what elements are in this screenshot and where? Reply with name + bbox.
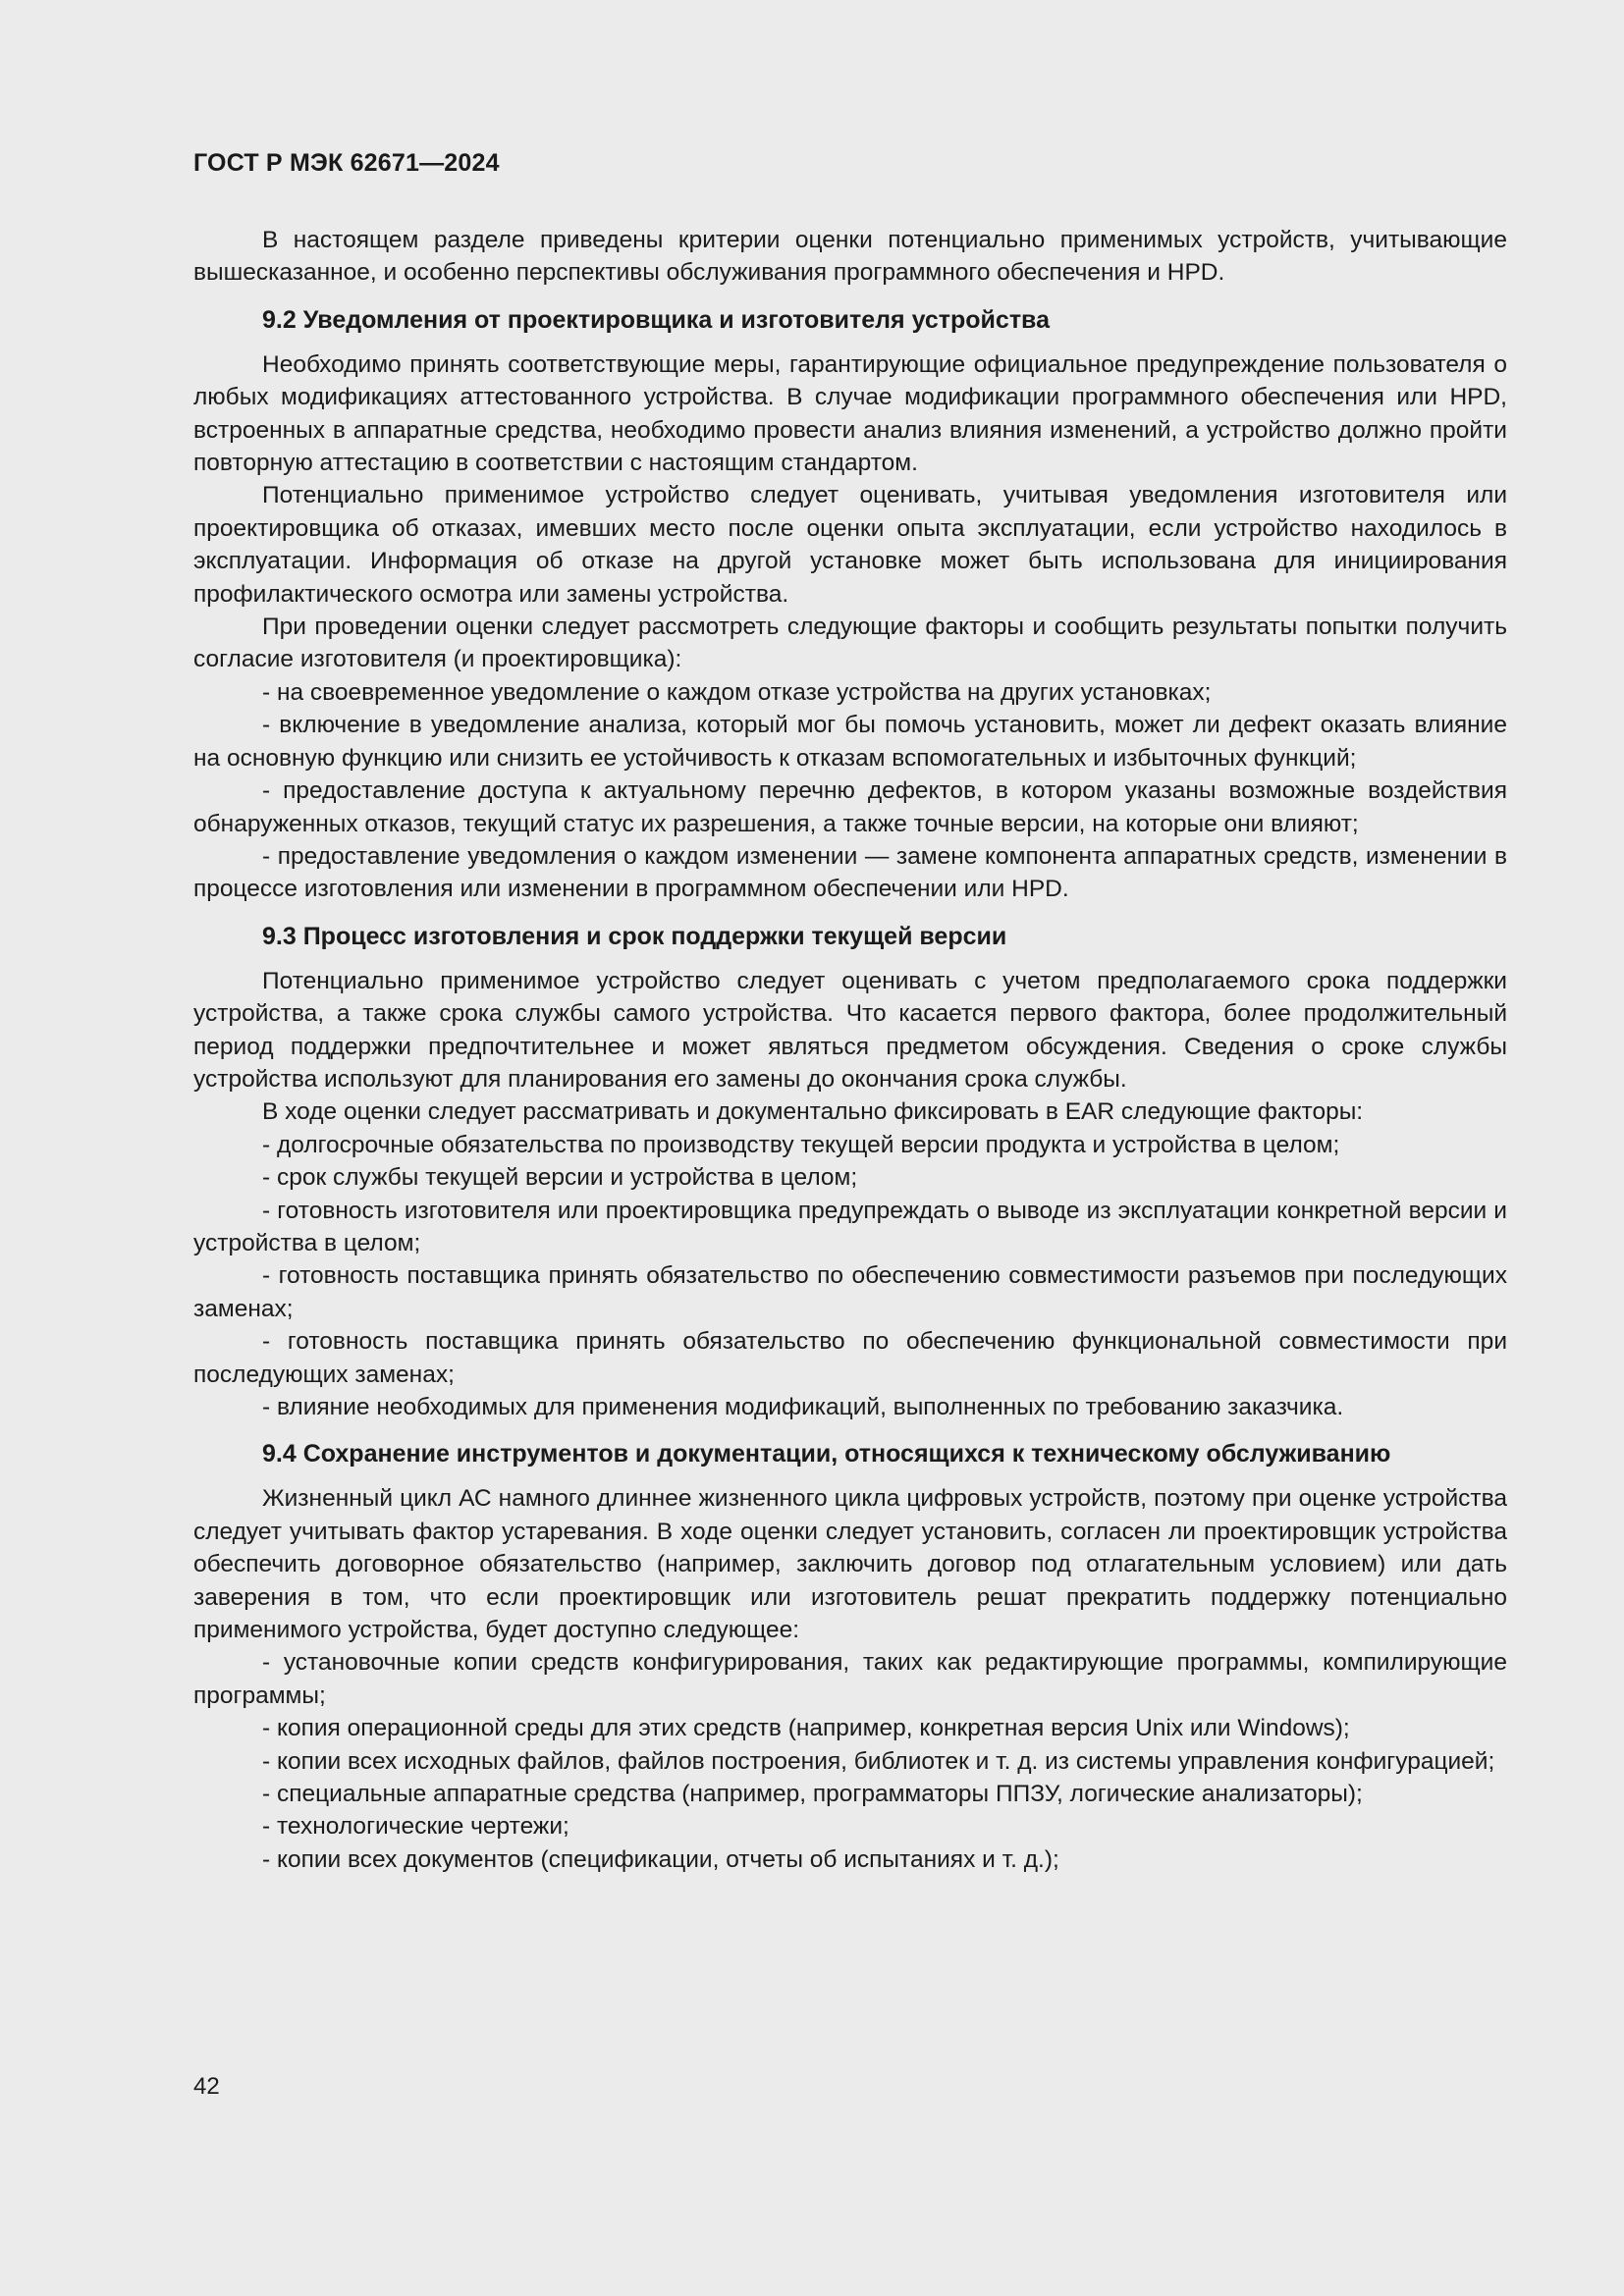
list-item: - копии всех документов (спецификации, отчеты об испытаниях и т. д.);	[262, 1845, 1059, 1873]
list-item: - готовность поставщика принять обязательство по обеспечению совместимости разъемов при последующих заменах;	[193, 1262, 1507, 1322]
section-9-4-heading: 9.4 Сохранение инструментов и документации, относящихся к техническому обслуживанию	[262, 1440, 1391, 1468]
document-header: ГОСТ Р МЭК 62671—2024	[193, 149, 500, 177]
paragraph: Необходимо принять соответствующие меры, гарантирующие официальное предупреждение пользователя о любых модификациях аттестованного устройства. В случае модификации программного обеспечения или HPD, встроенных в аппаратные средства, необходимо провести анализ влияния изменений, а устройство должно пройти повторную аттестацию в соответствии с настоящим стандартом.	[193, 350, 1507, 477]
section-9-3-heading: 9.3 Процесс изготовления и срок поддержки текущей версии	[262, 922, 1007, 950]
paragraph: При проведении оценки следует рассмотреть следующие факторы и сообщить результаты попытки получить согласие изготовителя (и проектировщика):	[193, 614, 1507, 673]
intro-paragraph: В настоящем разделе приведены критерии оценки потенциально применимых устройств, учитывающие вышесказанное, и особенно перспективы обслуживания программного обеспечения и HPD.	[193, 227, 1507, 287]
list-item: - готовность изготовителя или проектировщика предупреждать о выводе из эксплуатации конкретной версии и устройства в целом;	[193, 1197, 1507, 1256]
page-number: 42	[193, 2073, 220, 2100]
document-body	[193, 224, 1507, 1876]
list-item: - копия операционной среды для этих средств (например, конкретная версия Unix или Windows);	[262, 1715, 1350, 1742]
list-item: - технологические чертежи;	[262, 1813, 569, 1841]
paragraph: Жизненный цикл АС намного длиннее жизненного цикла цифровых устройств, поэтому при оценке устройства следует учитывать фактор устаревания. В ходе оценки следует установить, согласен ли проектировщик устройства обеспечить договорное обязательство (например, заключить договор под отлагательным условием) или дать заверения в том, что если проектировщик или изготовитель решат прекратить поддержку потенциально применимого устройства, будет доступно следующее:	[193, 1485, 1507, 1644]
list-item: - установочные копии средств конфигурирования, таких как редактирующие программы, компилирующие программы;	[193, 1649, 1507, 1709]
list-item: - специальные аппаратные средства (например, программаторы ППЗУ, логические анализаторы);	[262, 1781, 1363, 1808]
section-9-2-heading: 9.2 Уведомления от проектировщика и изготовителя устройства	[262, 305, 1051, 334]
list-item: - на своевременное уведомление о каждом отказе устройства на других установках;	[262, 678, 1212, 706]
paragraph: Потенциально применимое устройство следует оценивать с учетом предполагаемого срока поддержки устройства, а также срока службы самого устройства. Что касается первого фактора, более продолжительный период поддержки предпочтительнее и может являться предметом обсуждения. Сведения о сроке службы устройства используют для планирования его замены до окончания срока службы.	[193, 967, 1507, 1093]
list-item: - готовность поставщика принять обязательство по обеспечению функциональной совместимости при последующих заменах;	[193, 1328, 1507, 1388]
list-item: - влияние необходимых для применения модификаций, выполненных по требованию заказчика.	[262, 1394, 1344, 1420]
paragraph: В ходе оценки следует рассматривать и документально фиксировать в EAR следующие факторы:	[262, 1098, 1364, 1126]
paragraph: Потенциально применимое устройство следует оценивать, учитывая уведомления изготовителя или проектировщика об отказах, имевших место после оценки опыта эксплуатации, если устройство находилось в эксплуатации. Информация об отказе на другой установке может быть использована для инициирования профилактического осмотра или замены устройства.	[193, 482, 1507, 608]
list-item: - предоставление доступа к актуальному перечню дефектов, в котором указаны возможные воздействия обнаруженных отказов, текущий статус их разрешения, а также точные версии, на которые они влияют;	[193, 777, 1507, 837]
list-item: - копии всех исходных файлов, файлов построения, библиотек и т. д. из системы управления конфигурацией;	[262, 1747, 1495, 1775]
list-item: - предоставление уведомления о каждом изменении — замене компонента аппаратных средств, изменении в процессе изготовления или изменении в программном обеспечении или HPD.	[193, 842, 1507, 903]
list-item: - долгосрочные обязательства по производству текущей версии продукта и устройства в целом;	[262, 1131, 1340, 1158]
list-item: - включение в уведомление анализа, который мог бы помочь установить, может ли дефект оказать влияние на основную функцию или снизить ее устойчивость к отказам вспомогательных и избыточных функций;	[193, 712, 1507, 772]
list-item: - срок службы текущей версии и устройства в целом;	[262, 1164, 858, 1192]
